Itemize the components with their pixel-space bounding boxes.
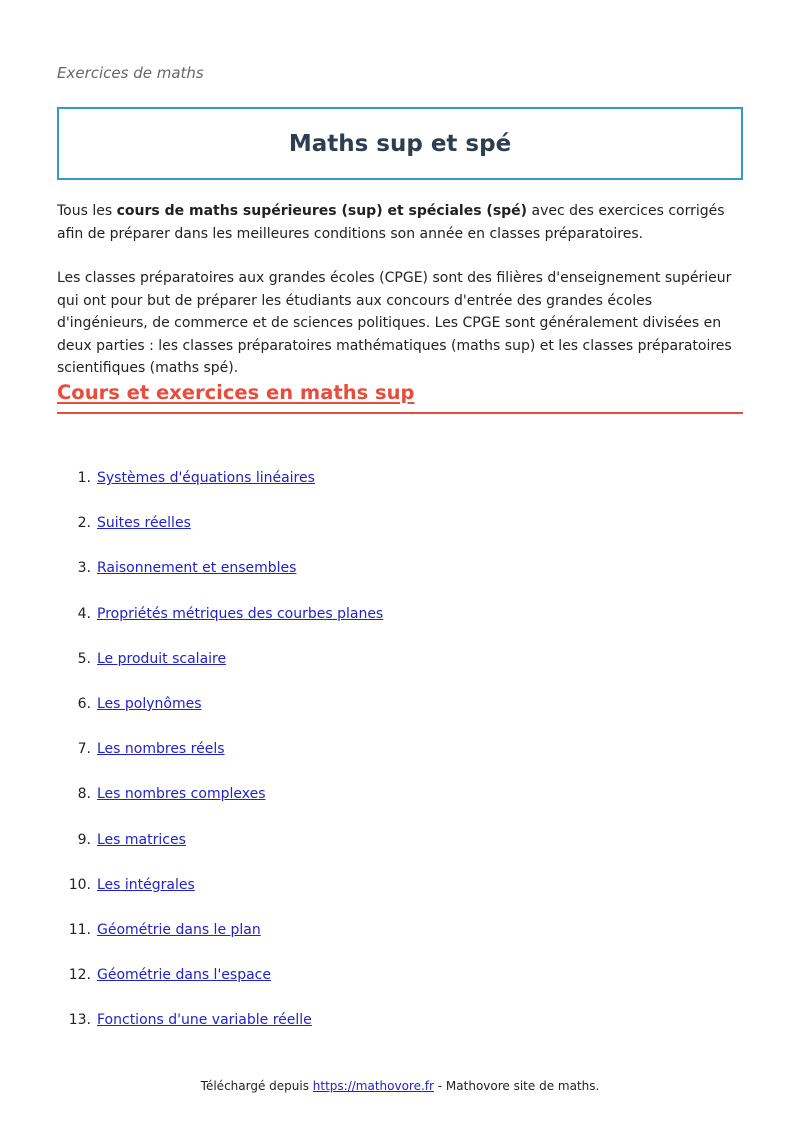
course-link[interactable]: Les nombres réels	[97, 741, 225, 758]
item-number: 9.	[77, 831, 91, 848]
course-link[interactable]: Les intégrales	[97, 876, 195, 893]
course-link[interactable]: Raisonnement et ensembles	[97, 560, 297, 577]
cpge-paragraph: Les classes préparatoires aux grandes écoles (CPGE) sont des filières d'enseignement supérieur qui ont pour but de préparer les étudiants aux concours d'entrée des grandes écoles d'ingénieurs, de commerce et de sciences politiques. Les CPGE sont généralement divisées en deux parties : les classes préparatoires mathématiques (maths sup) et les classes préparatoires scientifiques (maths spé).	[57, 270, 732, 376]
list-item	[57, 467, 743, 512]
list-item	[57, 738, 743, 783]
section-title: Cours et exercices en maths sup	[57, 381, 415, 404]
list-item	[57, 783, 743, 828]
list-item	[57, 512, 743, 557]
item-number: 8.	[77, 786, 91, 803]
course-link[interactable]: Les matrices	[97, 831, 186, 848]
item-number: 6.	[77, 695, 91, 712]
item-number: 13.	[68, 1012, 91, 1029]
course-link[interactable]: Propriétés métriques des courbes planes	[97, 605, 384, 622]
list-item	[57, 557, 743, 602]
list-item	[57, 693, 743, 738]
item-number: 4.	[77, 605, 91, 622]
title-box	[57, 107, 743, 180]
footer-link[interactable]: https://mathovore.fr	[312, 1079, 434, 1093]
course-link[interactable]: Les nombres complexes	[97, 786, 266, 803]
document-label: Exercices de maths	[57, 64, 204, 82]
list-item	[57, 603, 743, 648]
list-item	[57, 1009, 743, 1054]
course-link[interactable]: Le produit scalaire	[97, 650, 227, 667]
item-number: 1.	[77, 470, 91, 486]
item-number: 10.	[68, 876, 91, 893]
course-link[interactable]: Systèmes d'équations linéaires	[97, 470, 315, 486]
course-link[interactable]: Géométrie dans le plan	[97, 921, 261, 938]
intro-bold: cours de maths supérieures (sup) et spéciales (spé)	[116, 203, 528, 219]
section-heading	[57, 381, 743, 414]
footer-suffix: - Mathovore site de maths.	[433, 1079, 600, 1093]
list-item	[57, 648, 743, 693]
page-title: Maths sup et spé	[288, 130, 512, 157]
course-link[interactable]: Suites réelles	[97, 515, 191, 532]
page-footer	[0, 1079, 800, 1093]
list-item	[57, 874, 743, 919]
course-link[interactable]: Les polynômes	[97, 695, 202, 712]
list-item	[57, 829, 743, 874]
footer-prefix: Téléchargé depuis	[200, 1079, 313, 1093]
item-number: 7.	[77, 741, 91, 758]
item-number: 5.	[77, 650, 91, 667]
item-number: 3.	[77, 560, 91, 577]
course-list	[57, 467, 743, 1054]
course-link[interactable]: Fonctions d'une variable réelle	[97, 1012, 312, 1029]
item-number: 11.	[68, 921, 91, 938]
course-link[interactable]: Géométrie dans l'espace	[97, 967, 271, 984]
list-item	[57, 964, 743, 1009]
intro-paragraph	[57, 200, 743, 245]
list-item	[57, 919, 743, 964]
item-number: 12.	[68, 967, 91, 984]
item-number: 2.	[77, 515, 91, 532]
intro-prefix: Tous les	[57, 203, 117, 219]
intro-suffix: avec des exercices corrigés afin de préparer dans les meilleures conditions son année en classes préparatoires.	[57, 203, 725, 242]
